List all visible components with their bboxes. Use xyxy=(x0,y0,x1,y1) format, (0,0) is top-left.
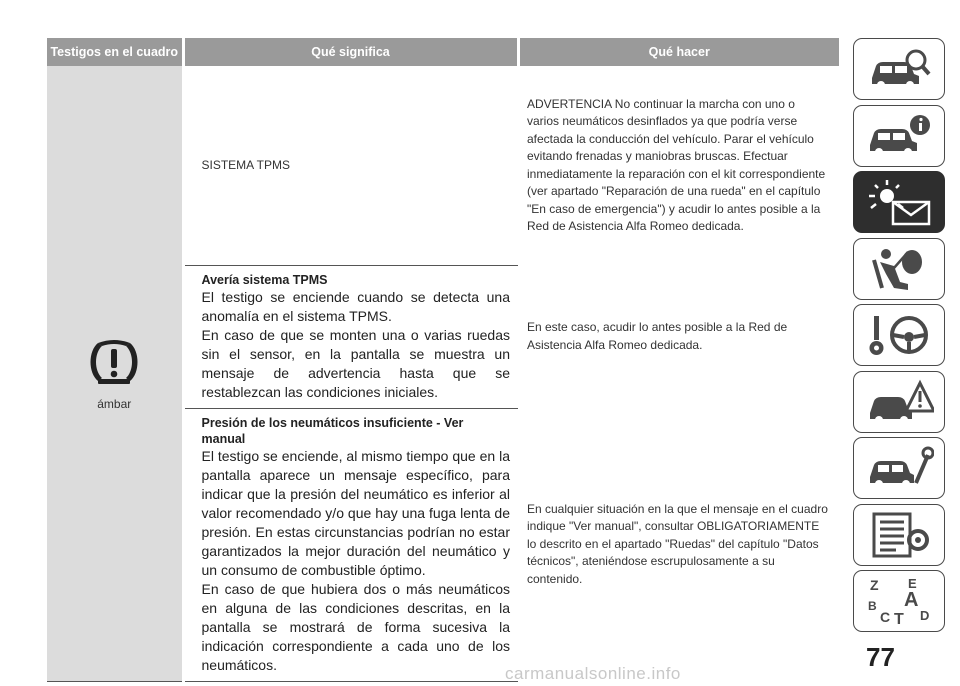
svg-text:D: D xyxy=(920,608,930,623)
chapter-tab-emergency[interactable] xyxy=(853,371,945,433)
svg-text:C: C xyxy=(880,609,891,625)
header-indicators: Testigos en el cuadro xyxy=(47,38,183,66)
meaning-text: El testigo se enciende cuando se detecta una anomalía en el sistema TPMS. xyxy=(201,288,510,324)
chapter-sidebar xyxy=(853,38,947,637)
chapter-tab-warning-lights[interactable] xyxy=(853,171,945,233)
watermark: carmanualsonline.info xyxy=(505,664,681,683)
technical-data-list-icon xyxy=(864,510,934,560)
meaning-title: Presión de los neumáticos insuficiente - Ver manual xyxy=(201,415,464,446)
key-steering-wheel-icon xyxy=(864,310,934,360)
chapter-tab-starting-driving[interactable] xyxy=(853,304,945,366)
meaning-cell xyxy=(183,408,518,681)
action-cell xyxy=(518,66,839,265)
warning-light-message-icon xyxy=(863,176,935,228)
meaning-cell xyxy=(183,265,518,408)
table-row xyxy=(47,66,839,265)
car-search-icon xyxy=(864,44,934,94)
warning-lights-table-page xyxy=(47,38,839,682)
alphabetical-index-icon xyxy=(864,576,934,626)
action-text: ADVERTENCIA No continuar la marcha con uno o varios neumáticos desinflados ya que podría verse afectada la conducción del vehículo. Parar el vehículo evitando frenadas y maniobras bruscas. Efectuar inmediatamente la reparación con el kit correspondiente (ver apartado "Reparación de una rueda" en el capítulo "En caso de emergencia") y acudir lo antes posible a la Red de Asistencia Alfa Romeo dedicada. xyxy=(527,96,826,233)
action-cell xyxy=(518,265,839,408)
header-meaning: Qué significa xyxy=(183,38,518,66)
chapter-tab-technical-data[interactable] xyxy=(853,504,945,566)
airbag-seat-icon xyxy=(864,244,934,294)
warning-lights-table xyxy=(47,38,839,682)
chapter-tab-info[interactable] xyxy=(853,105,945,167)
chapter-tab-knowing-car[interactable] xyxy=(853,38,945,100)
meaning-title: Avería sistema TPMS xyxy=(201,272,328,287)
svg-text:T: T xyxy=(894,611,904,626)
indicator-cell xyxy=(47,66,183,681)
car-info-icon xyxy=(864,111,934,161)
indicator-color-label: ámbar xyxy=(97,397,132,411)
svg-text:Z: Z xyxy=(870,577,879,593)
car-breakdown-icon xyxy=(864,377,934,427)
page-number: 77 xyxy=(866,642,895,672)
tpms-warning-icon xyxy=(84,333,144,394)
header-action: Qué hacer xyxy=(518,38,839,66)
table-header-row xyxy=(47,38,839,66)
meaning-cell xyxy=(183,66,518,265)
meaning-text: SISTEMA TPMS xyxy=(201,157,290,172)
meaning-text: El testigo se enciende, al mismo tiempo que en la pantalla aparece un mensaje específico, para indicar que la presión del neumático es inferior al valor recomendado y/o que hay una fuga lenta de presión. En estas circunstancias podrían no estar garantizados la mejor duración del neumático y un consumo de combustible óptimo. xyxy=(201,447,510,578)
svg-text:E: E xyxy=(908,576,917,591)
chapter-tab-safety[interactable] xyxy=(853,238,945,300)
chapter-tab-maintenance[interactable] xyxy=(853,437,945,499)
meaning-text: En caso de que se monten una o varias ruedas sin el sensor, en la pantalla se muestra un mensaje de advertencia hasta que se restablezcan las condiciones iniciales. xyxy=(201,326,510,400)
svg-text:B: B xyxy=(868,599,877,613)
action-cell xyxy=(518,408,839,681)
car-maintenance-icon xyxy=(864,443,934,493)
chapter-tab-index[interactable] xyxy=(853,570,945,632)
meaning-text: En caso de que hubiera dos o más neumáticos en alguna de las condiciones descritas, en la pantalla se mostrará de forma sucesiva la indicación correspondiente a cada uno de los neumáticos. xyxy=(201,580,510,673)
action-text: En este caso, acudir lo antes posible a la Red de Asistencia Alfa Romeo dedicada. xyxy=(527,320,788,352)
svg-text:A: A xyxy=(904,589,919,611)
action-text: En cualquier situación en la que el mensaje en el cuadro indique "Ver manual", consultar OBLIGATORIAMENTE lo descrito en el apartado "Ruedas" del capítulo "Datos técnicos", ateniéndose escrupulosamente a su contenido. xyxy=(527,501,828,586)
